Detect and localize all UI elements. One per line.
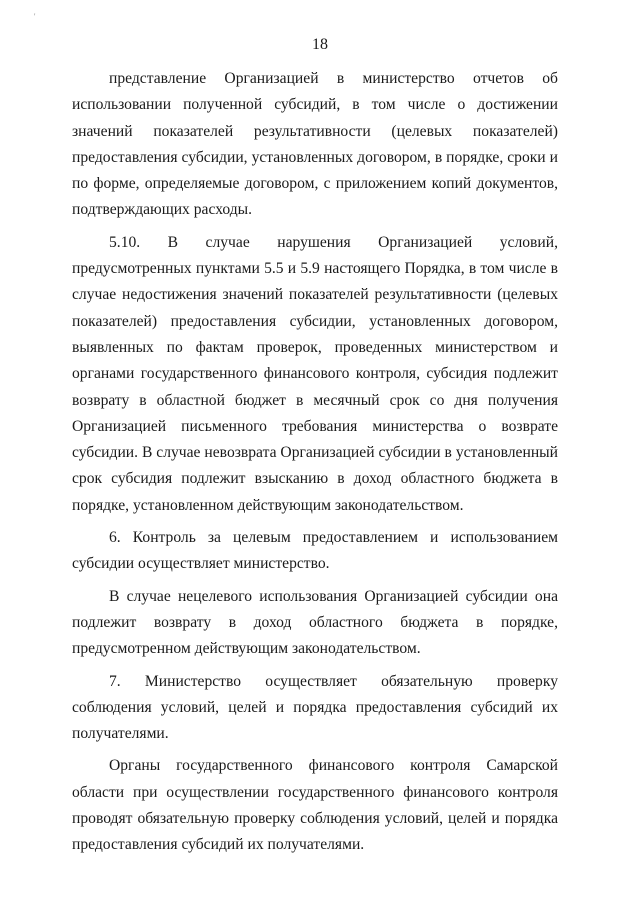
paragraph-6-control: 6. Контроль за целевым предоставлением и использованием субсидии осуществляет министерство. [72, 529, 558, 573]
paragraph-5-10-violation: 5.10. В случае нарушения Организацией условий, предусмотренных пунктами 5.5 и 5.9 настоящего Порядка, в том числе в случае недостижения значений показателей результативности (целевых показателей) предоставления субсидии, установленных договором, выявленных по фактам проверок, проведенных министерством и органами государственного финансового контроля, субсидия подлежит возврату в областной бюджет в месячный срок со дня получения Организацией письменного требования министерства о возврате субсидии. В случае невозврата Организацией субсидии в установленный срок субсидия подлежит взысканию в доход областного бюджета в порядке, установленном действующим законодательством. [72, 233, 558, 514]
page-number: 18 [312, 36, 328, 53]
paragraph-7-ministry-check: 7. Министерство осуществляет обязательную проверку соблюдения условий, целей и порядка предоставления субсидий их получателями. [72, 672, 558, 743]
scan-artifact-mark: ' [34, 12, 36, 21]
paragraph-misuse-refund: В случае нецелевого использования Организацией субсидии она подлежит возврату в доход областного бюджета в порядке, предусмотренном действующим законодательством. [72, 587, 558, 658]
document-body [72, 66, 558, 859]
paragraph-financial-control-bodies: Органы государственного финансового контроля Самарской области при осуществлении государственного финансового контроля проводят обязательную проверку соблюдения условий, целей и порядка предоставления субсидий их получателями. [72, 757, 558, 854]
paragraph-report-submission: представление Организацией в министерство отчетов об использовании полученной субсидий, в том числе о достижении значений показателей результативности (целевых показателей) предоставления субсидии, установленных договором, в порядке, сроки и по форме, определяемые договором, с приложением копий документов, подтверждающих расходы. [72, 70, 558, 219]
